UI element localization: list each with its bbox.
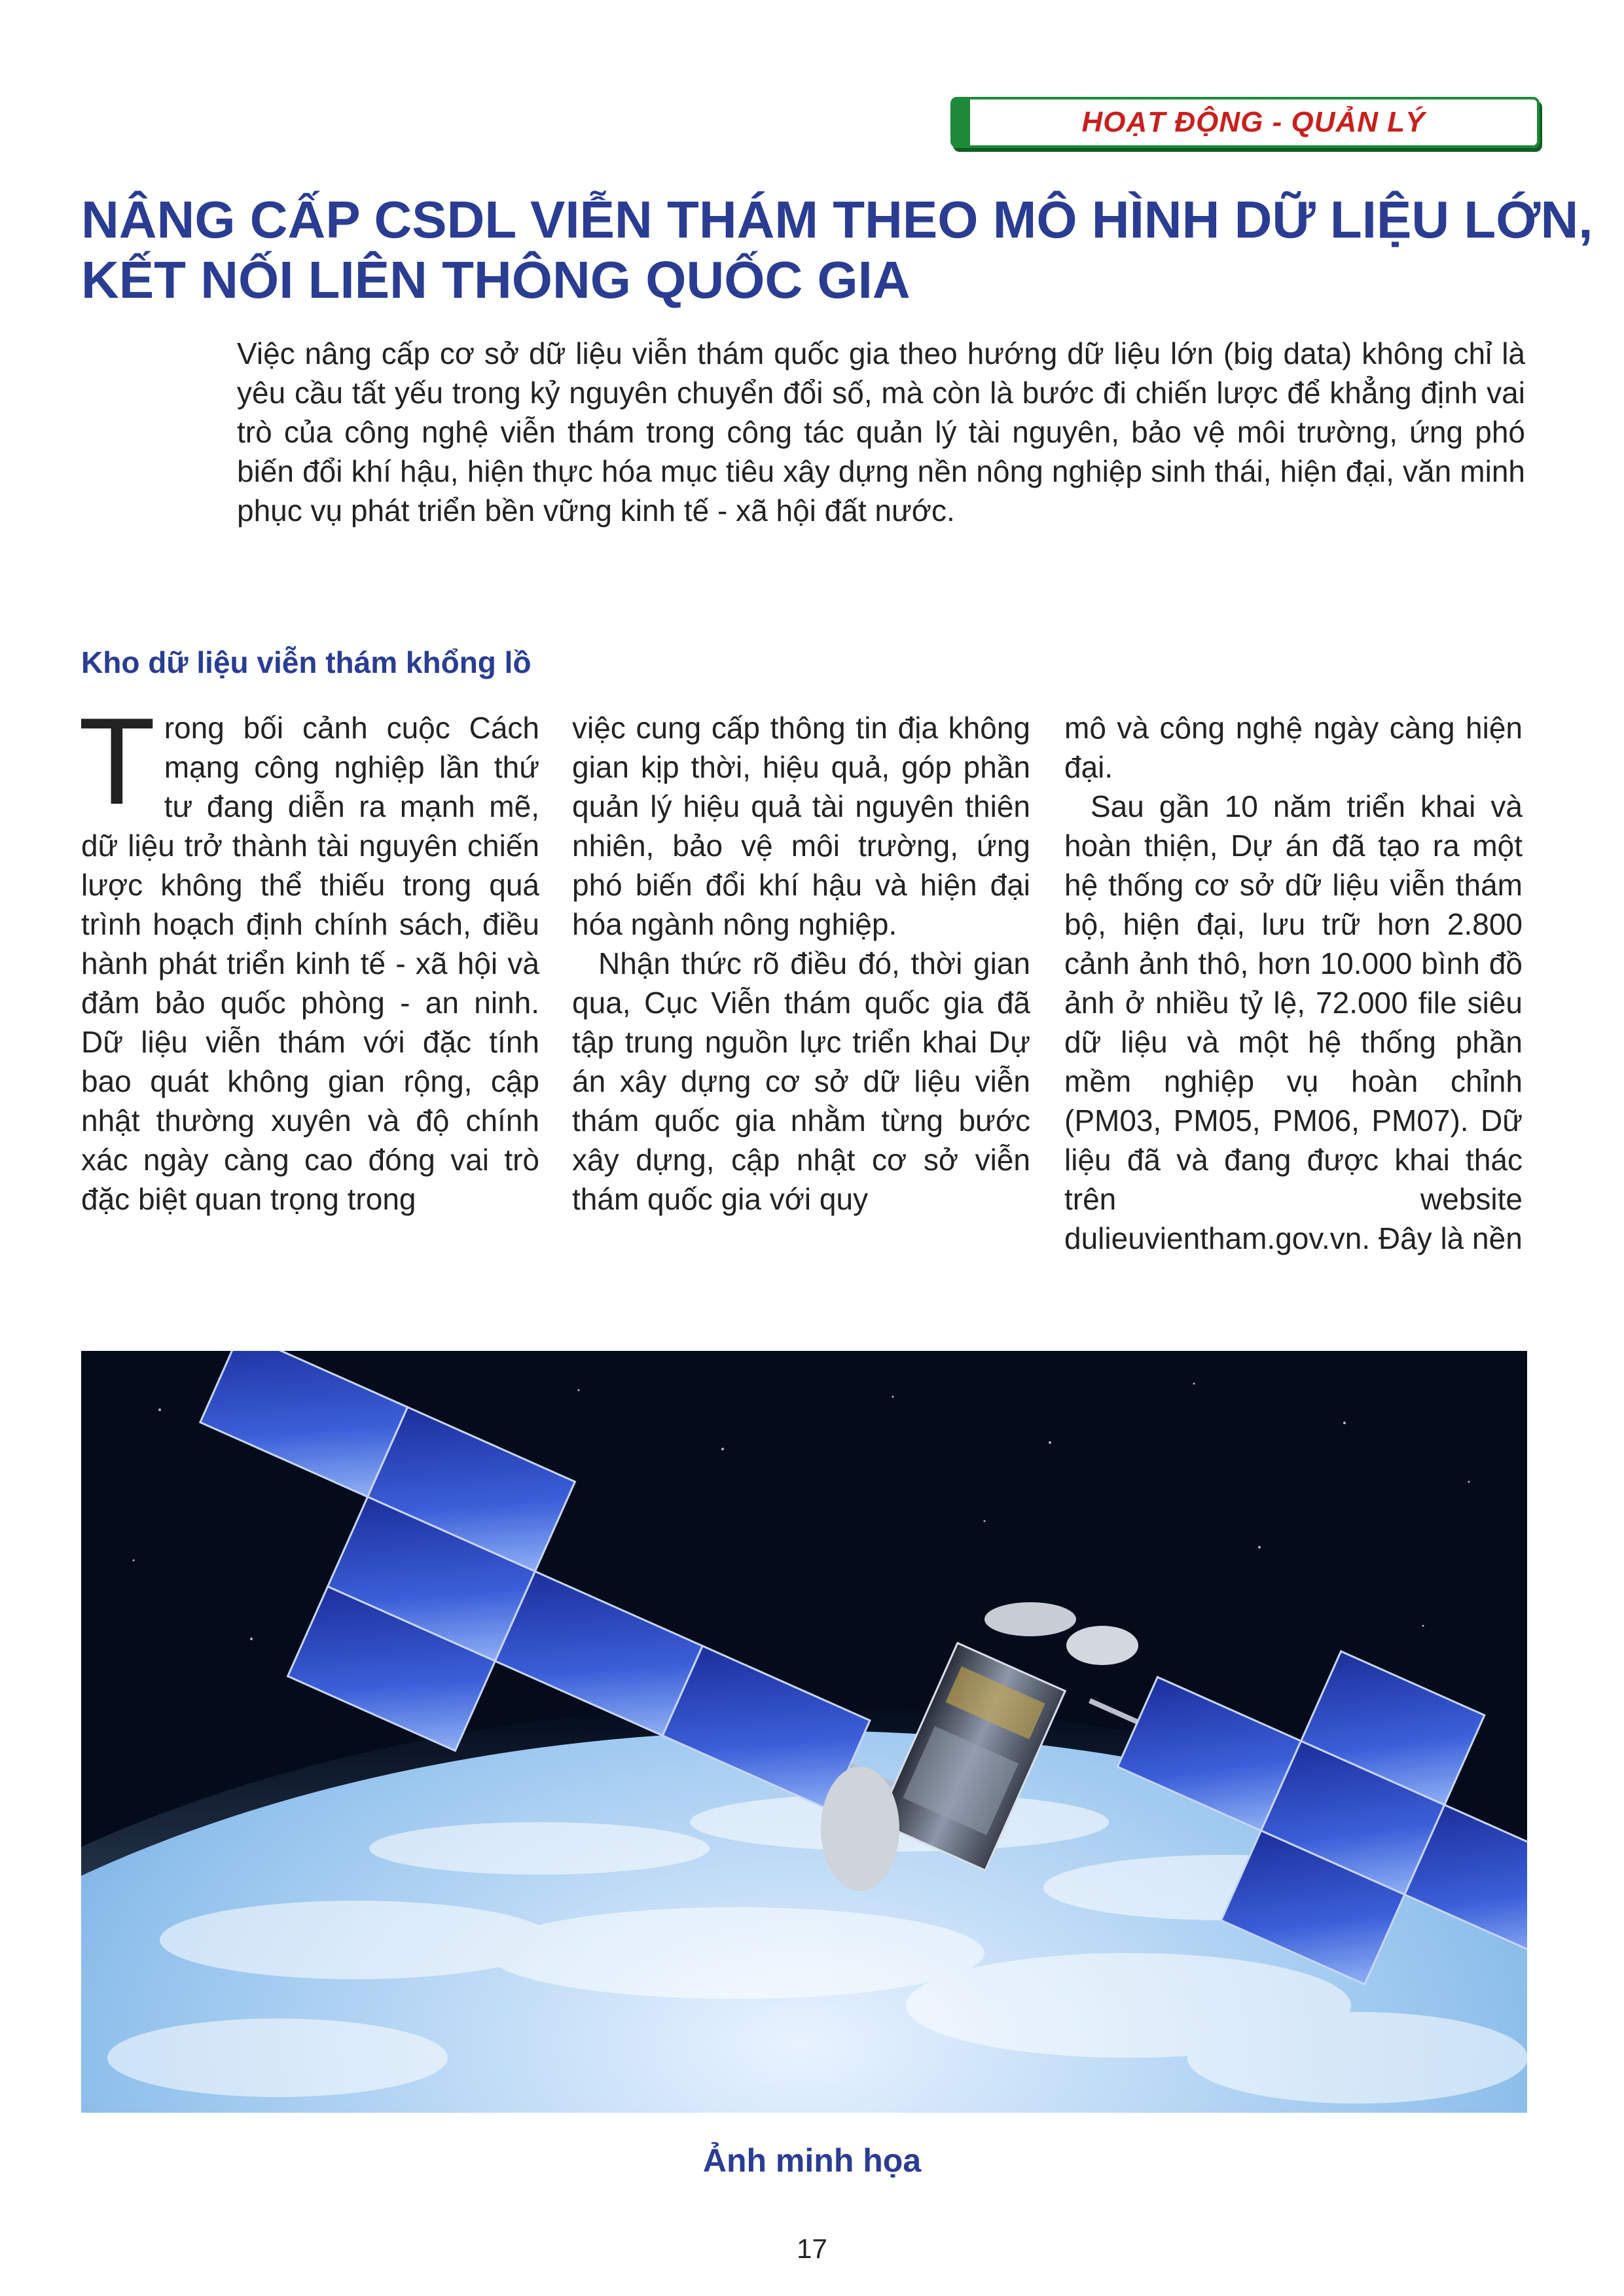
- image-caption: Ảnh minh họa: [702, 2142, 922, 2179]
- text-column-1: [81, 708, 539, 1317]
- text-column-3: [1064, 708, 1523, 1317]
- headline-line-2: KẾT NỐI LIÊN THÔNG QUỐC GIA: [81, 251, 911, 309]
- paragraph-2-continued: mô và công nghệ ngày càng hiện đại.: [1064, 711, 1523, 784]
- paragraph-2: Nhận thức rõ điều đó, thời gian qua, Cục Viễn thám quốc gia đã tập trung nguồn lực triển khai Dự án xây dựng cơ sở dữ liệu viễn thám quốc gia nhằm từng bước xây dựng, cập nhật cơ sở viễn thám quốc gia với quy: [572, 946, 1030, 1216]
- paragraph-1-continued: việc cung cấp thông tin địa không gian kịp thời, hiệu quả, góp phần quản lý hiệu quả tài nguyên thiên nhiên, bảo vệ môi trường, ứng phó biến đổi khí hậu và hiện đại hóa ngành nông nghiệp.: [572, 711, 1030, 941]
- page-number: 17: [797, 2233, 827, 2264]
- article-headline: [81, 190, 1593, 310]
- satellite-image: [81, 1351, 1527, 2113]
- section-subheading: Kho dữ liệu viễn thám khổng lồ: [81, 645, 532, 679]
- article-lead: Việc nâng cấp cơ sở dữ liệu viễn thám quốc gia theo hướng dữ liệu lớn (big data) không chỉ là yêu cầu tất yếu trong kỷ nguyên chuyển đổi số, mà còn là bước đi chiến lược để khẳng định vai trò của công nghệ viễn thám trong công tác quản lý tài nguyên, bảo vệ môi trường, ứng phó biến đổi khí hậu, hiện thực hóa mục tiêu xây dựng nền nông nghiệp sinh thái, hiện đại, văn minh phục vụ phát triển bền vững kinh tế - xã hội đất nước.: [237, 336, 1525, 528]
- paragraph-1: rong bối cảnh cuộc Cách mạng công nghiệp lần thứ tư đang diễn ra mạnh mẽ, dữ liệu trở thành tài nguyên chiến lược không thể thiếu trong quá trình hoạch định chính sách, điều hành phát triển kinh tế - xã hội và đảm bảo quốc phòng - an ninh. Dữ liệu viễn thám với đặc tính bao quát không gian rộng, cập nhật thường xuyên và độ chính xác ngày càng cao đóng vai trò đặc biệt quan trọng trong: [81, 711, 539, 1216]
- section-label: HOẠT ĐỘNG - QUẢN LÝ: [1081, 106, 1426, 138]
- paragraph-3: Sau gần 10 năm triển khai và hoàn thiện, Dự án đã tạo ra một hệ thống cơ sở dữ liệu viễn thám bộ, hiện đại, lưu trữ hơn 2.800 cảnh ảnh thô, hơn 10.000 bình đồ ảnh ở nhiều tỷ lệ, 72.000 file siêu dữ liệu và một hệ thống phần mềm nghiệp vụ hoàn chỉnh (PM03, PM05, PM06, PM07). Dữ liệu đã và đang được khai thác trên website dulieuvientham.gov.vn. Đây là nền: [1064, 789, 1523, 1255]
- satellite-illustration: [81, 1351, 1527, 2113]
- headline-line-1: NÂNG CẤP CSDL VIỄN THÁM THEO MÔ HÌNH DỮ LIỆU LỚN,: [81, 190, 1593, 249]
- text-column-2: [572, 708, 1030, 1317]
- section-tab: [950, 97, 1540, 148]
- drop-cap: T: [81, 708, 153, 831]
